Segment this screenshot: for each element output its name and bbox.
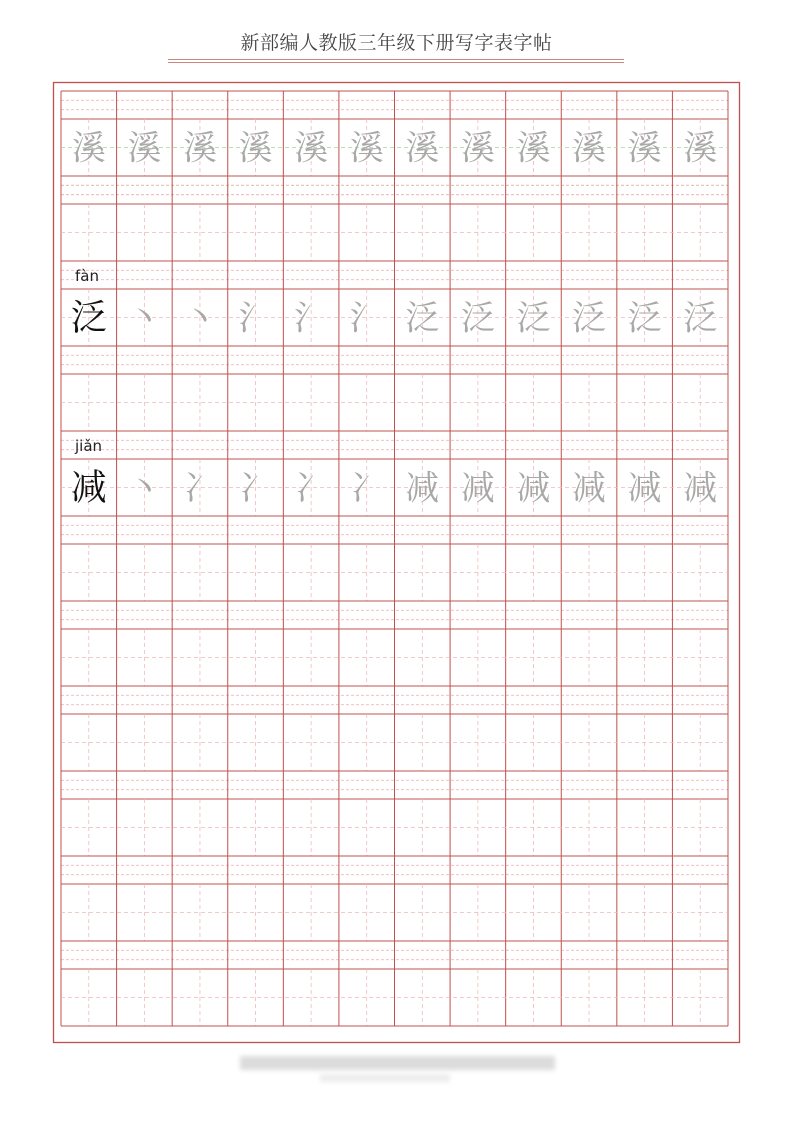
trace-character: 泛 (683, 298, 718, 339)
trace-character: 溪 (516, 128, 551, 169)
trace-character: 丶 (127, 468, 162, 509)
trace-character: 溪 (71, 128, 106, 169)
trace-character: 溪 (294, 128, 329, 169)
trace-character: 泛 (460, 298, 495, 339)
trace-character: 减 (460, 468, 495, 509)
model-character: 泛 (70, 297, 107, 339)
trace-character: 冫 (349, 468, 384, 509)
trace-character: 泛 (516, 298, 551, 339)
page-title: 新部编人教版三年级下册写字表字帖 (240, 32, 553, 54)
trace-character: 冫 (238, 468, 273, 509)
model-character: 减 (70, 467, 107, 509)
footer-blurred-text-2 (320, 1074, 450, 1082)
trace-character: 泛 (405, 298, 440, 339)
trace-character: 溪 (683, 128, 718, 169)
trace-character: 溪 (349, 128, 384, 169)
trace-character: 氵 (238, 298, 273, 339)
trace-character: 冫 (294, 468, 329, 509)
trace-character: 溪 (238, 128, 273, 169)
footer-blurred-text (240, 1056, 555, 1070)
sheet-border (54, 83, 740, 1043)
grid-layer (54, 83, 740, 1043)
trace-character: 溪 (572, 128, 607, 169)
trace-character: 减 (516, 468, 551, 509)
trace-character: 溪 (182, 128, 217, 169)
trace-character: 减 (405, 468, 440, 509)
trace-character: 减 (572, 468, 607, 509)
trace-character: 溪 (405, 128, 440, 169)
trace-character: 减 (627, 468, 662, 509)
trace-character: 丶 (127, 298, 162, 339)
trace-character: 溪 (627, 128, 662, 169)
trace-character: 氵 (294, 298, 329, 339)
pinyin-label: jiǎn (75, 437, 103, 455)
trace-character: 泛 (627, 298, 662, 339)
trace-character: 减 (683, 468, 718, 509)
trace-character: 泛 (572, 298, 607, 339)
pinyin-label: fàn (75, 267, 99, 285)
trace-character: 丶 (182, 298, 217, 339)
trace-character: 溪 (460, 128, 495, 169)
trace-character: 溪 (127, 128, 162, 169)
trace-character: 氵 (349, 298, 384, 339)
trace-character: 冫 (182, 468, 217, 509)
